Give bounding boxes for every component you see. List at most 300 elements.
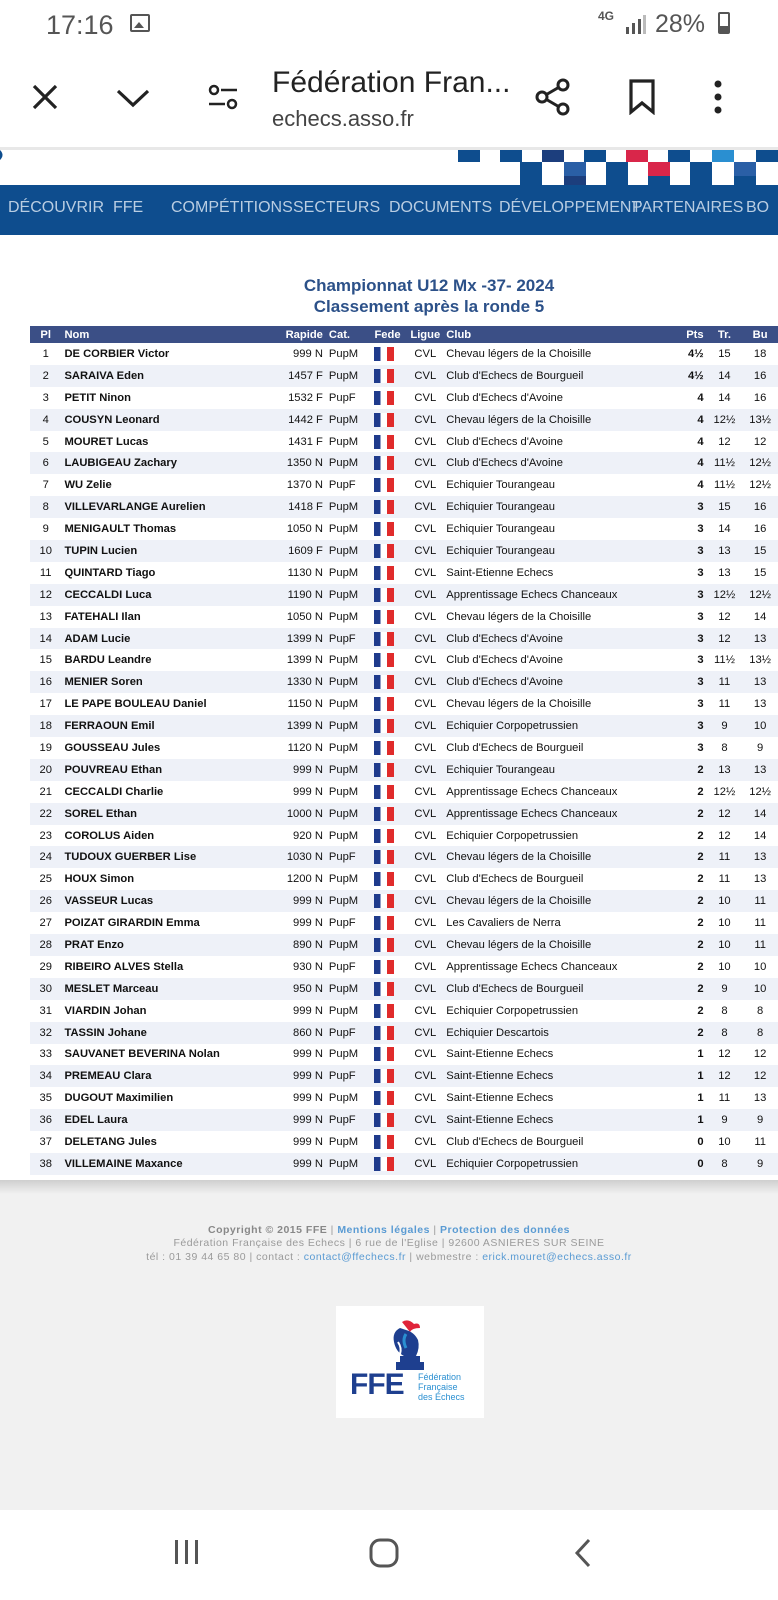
cell-club: Chevau légers de la Choisille xyxy=(446,698,592,711)
cell-category: PupF xyxy=(326,846,372,868)
cell-place: 7 xyxy=(42,479,49,492)
cell-tiebreak-bu: 12½ xyxy=(742,452,778,474)
mentions-link[interactable]: Mentions légales xyxy=(337,1224,430,1236)
header-club[interactable]: Club xyxy=(443,326,679,343)
cell-tiebreak-bu: 11 xyxy=(742,934,778,956)
footer-separator: | xyxy=(327,1224,338,1236)
cell-place: 27 xyxy=(39,917,52,930)
cell-name[interactable]: TUDOUX GUERBER Lise xyxy=(61,846,265,868)
cell-place: 34 xyxy=(30,1065,61,1087)
cell-rating: 1609 F xyxy=(266,540,326,562)
cell-name[interactable]: COROLUS Aiden xyxy=(64,829,155,842)
cell-tiebreak-tr: 11½ xyxy=(713,479,735,492)
cell-tiebreak-bu: 12 xyxy=(742,1065,778,1087)
cell-federation xyxy=(371,365,407,387)
cell-place: 11 xyxy=(39,566,52,579)
header-pts[interactable]: Pts xyxy=(679,326,707,343)
cell-league: CVL xyxy=(407,452,443,474)
french-flag-icon xyxy=(374,785,394,799)
cell-points: 3 xyxy=(697,610,704,623)
cell-rating: 999 N xyxy=(293,917,323,930)
cell-federation xyxy=(371,803,407,825)
cell-federation xyxy=(371,518,407,540)
cell-tiebreak-tr: 13 xyxy=(707,759,743,781)
french-flag-icon xyxy=(374,413,394,427)
cell-name[interactable]: SOREL Ethan xyxy=(61,803,265,825)
nav-partenaires[interactable]: PARTENAIRES xyxy=(632,199,744,216)
cell-name[interactable]: VILLEMAINE Maxance xyxy=(61,1153,265,1175)
cell-rating: 1399 N xyxy=(266,715,326,737)
cell-name[interactable]: PETIT Ninon xyxy=(64,391,131,404)
cell-name[interactable]: MESLET Marceau xyxy=(61,978,265,1000)
cell-club: Echiquier Tourangeau xyxy=(443,540,679,562)
cell-points: 3 xyxy=(679,628,707,650)
cell-place: 5 xyxy=(42,435,49,448)
cell-federation xyxy=(371,1000,407,1022)
nav-competitions[interactable]: COMPÉTITIONS xyxy=(171,199,293,216)
cell-name[interactable]: TUPIN Lucien xyxy=(61,540,265,562)
cell-name[interactable]: ADAM Lucie xyxy=(61,628,265,650)
french-flag-icon xyxy=(374,610,394,624)
cell-place: 9 xyxy=(42,523,49,536)
contact-email-link[interactable]: contact@ffechecs.fr xyxy=(303,1251,407,1263)
cell-name[interactable]: RIBEIRO ALVES Stella xyxy=(64,960,184,973)
cell-tiebreak-bu: 9 xyxy=(757,741,764,754)
cell-name[interactable]: SAUVANET BEVERINA Nolan xyxy=(64,1048,220,1061)
cell-federation xyxy=(371,562,407,584)
header-pl[interactable]: Pl xyxy=(30,326,61,343)
cell-club: Club d'Echecs d'Avoine xyxy=(446,654,563,667)
cell-category: PupM xyxy=(328,1048,359,1061)
french-flag-icon xyxy=(374,829,394,843)
cell-category: PupM xyxy=(326,496,372,518)
cell-name[interactable]: EDEL Laura xyxy=(61,1109,265,1131)
cell-points: 4 xyxy=(697,435,704,448)
cell-league: CVL xyxy=(414,917,437,930)
logo-sub-line2: Française xyxy=(418,1382,458,1392)
table-row xyxy=(30,1109,778,1131)
cell-federation xyxy=(371,825,407,847)
cell-federation xyxy=(371,1109,407,1131)
cell-club: Saint-Etienne Echecs xyxy=(446,566,554,579)
cell-place: 24 xyxy=(30,846,61,868)
cell-name[interactable]: TASSIN Johane xyxy=(61,1022,265,1044)
cell-rating: 1050 N xyxy=(286,610,323,623)
french-flag-icon xyxy=(374,719,394,733)
cell-points: 0 xyxy=(697,1136,704,1148)
standings-body xyxy=(30,343,778,1175)
cell-federation xyxy=(371,1044,407,1066)
cell-tiebreak-bu: 14 xyxy=(753,610,767,623)
cell-club: Chevau légers de la Choisille xyxy=(443,934,679,956)
cell-rating: 999 N xyxy=(266,1153,326,1175)
cell-name[interactable]: DUGOUT Maximilien xyxy=(64,1092,174,1105)
cell-league: CVL xyxy=(407,628,443,650)
cell-rating: 920 N xyxy=(293,829,323,842)
table-row xyxy=(30,452,778,474)
nav-documents[interactable]: DOCUMENTS xyxy=(389,199,493,216)
cell-place: 31 xyxy=(39,1004,52,1017)
cell-name[interactable]: BARDU Leandre xyxy=(64,654,152,667)
cell-rating: 1200 N xyxy=(286,873,323,886)
cell-place: 35 xyxy=(39,1092,52,1105)
cell-club: Les Cavaliers de Nerra xyxy=(446,917,561,930)
french-flag-icon xyxy=(374,1004,394,1018)
cell-tiebreak-bu: 14 xyxy=(753,829,767,842)
french-flag-icon xyxy=(374,369,394,383)
cell-name[interactable]: PRAT Enzo xyxy=(61,934,265,956)
cell-name[interactable]: HOUX Simon xyxy=(64,873,135,886)
table-row xyxy=(30,934,778,956)
cell-name[interactable]: VASSEUR Lucas xyxy=(61,890,265,912)
close-icon[interactable] xyxy=(30,82,60,112)
header-cat[interactable]: Cat. xyxy=(326,326,372,343)
cell-club: Club d'Echecs de Bourgueil xyxy=(443,978,679,1000)
cell-category: PupF xyxy=(328,917,356,930)
more-options-icon[interactable] xyxy=(713,79,723,115)
cell-federation xyxy=(371,474,407,496)
cell-category: PupM xyxy=(326,890,372,912)
system-navigation-bar xyxy=(0,1510,778,1600)
cell-category: PupF xyxy=(328,479,356,492)
cell-name[interactable]: MOURET Lucas xyxy=(64,435,149,448)
french-flag-icon xyxy=(374,478,394,492)
table-row xyxy=(30,365,778,387)
french-flag-icon xyxy=(374,697,394,711)
cell-name[interactable]: FATEHALI Ilan xyxy=(64,610,141,623)
cell-tiebreak-tr: 9 xyxy=(707,978,743,1000)
cell-name[interactable]: QUINTARD Tiago xyxy=(64,566,156,579)
cell-tiebreak-tr: 14 xyxy=(707,365,743,387)
recent-apps-icon[interactable] xyxy=(172,1538,202,1566)
french-flag-icon xyxy=(374,741,394,755)
cell-points: 4 xyxy=(697,391,704,404)
cell-club: Chevau légers de la Choisille xyxy=(446,347,592,360)
header-fede[interactable]: Fede xyxy=(371,326,407,343)
cell-rating: 1130 N xyxy=(287,566,323,579)
french-flag-icon xyxy=(374,500,394,514)
header-ligue[interactable]: Ligue xyxy=(407,326,443,343)
cell-name[interactable]: FERRAOUN Emil xyxy=(61,715,265,737)
ffe-logo[interactable] xyxy=(336,1306,484,1418)
cell-tiebreak-bu: 11 xyxy=(754,1136,766,1148)
cell-club: Echiquier Corpopetrussien xyxy=(446,1004,579,1017)
cell-points: 4 xyxy=(679,452,707,474)
cell-rating: 1350 N xyxy=(266,452,326,474)
cell-place: 6 xyxy=(30,452,61,474)
cell-tiebreak-tr: 10 xyxy=(718,960,731,973)
cell-place: 3 xyxy=(42,391,49,404)
cell-place: 32 xyxy=(30,1022,61,1044)
cell-name[interactable]: PREMEAU Clara xyxy=(61,1065,265,1087)
logo-subtitle xyxy=(418,1372,465,1402)
cell-league: CVL xyxy=(407,1153,443,1175)
table-row xyxy=(30,1131,778,1153)
cell-league: CVL xyxy=(407,365,443,387)
header-nom[interactable]: Nom xyxy=(61,326,265,343)
cell-points: 2 xyxy=(679,934,707,956)
table-row xyxy=(30,562,778,584)
cell-place: 22 xyxy=(30,803,61,825)
cell-club: Echiquier Tourangeau xyxy=(446,479,555,492)
cell-rating: 1399 N xyxy=(286,654,323,667)
cell-federation xyxy=(371,1153,407,1175)
footer-shadow xyxy=(0,1180,778,1194)
chevron-down-icon[interactable] xyxy=(115,87,151,109)
cell-name[interactable]: DE CORBIER Victor xyxy=(64,347,170,360)
cell-club: Club d'Echecs de Bourgueil xyxy=(443,365,679,387)
nav-boutique[interactable]: BO xyxy=(746,199,770,216)
cell-tiebreak-bu: 13 xyxy=(753,1092,767,1105)
cell-category: PupM xyxy=(328,741,359,754)
cell-category: PupM xyxy=(326,715,372,737)
cell-points: 1 xyxy=(679,1065,707,1087)
table-row xyxy=(30,846,778,868)
cell-tiebreak-tr: 14 xyxy=(718,391,731,404)
cell-tiebreak-tr: 11 xyxy=(707,846,743,868)
table-row xyxy=(30,606,778,628)
protection-link[interactable]: Protection des données xyxy=(439,1224,571,1236)
cell-points: 1 xyxy=(697,1092,704,1105)
cell-rating: 1330 N xyxy=(266,671,326,693)
table-row xyxy=(30,496,778,518)
french-flag-icon xyxy=(374,456,394,470)
cell-category: PupM xyxy=(328,1004,359,1017)
cell-tiebreak-bu: 15 xyxy=(753,566,767,579)
cell-federation xyxy=(371,1022,407,1044)
cell-federation xyxy=(371,387,407,409)
cell-place: 18 xyxy=(30,715,61,737)
cell-league: CVL xyxy=(414,785,437,798)
cell-name[interactable]: POUVREAU Ethan xyxy=(61,759,265,781)
cell-category: PupM xyxy=(326,365,372,387)
logo-sub-line3: des Échecs xyxy=(418,1392,465,1402)
cell-points: 2 xyxy=(697,1004,704,1017)
cell-rating: 1190 N xyxy=(266,584,326,606)
cell-name[interactable]: VIARDIN Johan xyxy=(64,1004,147,1017)
cell-tiebreak-bu: 16 xyxy=(753,391,767,404)
phone-text: tél : 01 39 44 65 80 | contact : xyxy=(146,1251,304,1263)
cell-rating: 999 N xyxy=(266,1109,326,1131)
cell-rating: 1150 N xyxy=(287,698,323,711)
cell-league: CVL xyxy=(407,890,443,912)
cell-category: PupM xyxy=(328,873,359,886)
cell-tiebreak-tr: 11 xyxy=(718,873,731,886)
nav-secteurs[interactable]: SECTEURS xyxy=(293,199,381,216)
cell-place: 1 xyxy=(42,347,49,360)
cell-tiebreak-tr: 15 xyxy=(707,496,743,518)
browser-toolbar xyxy=(0,52,778,147)
nav-developpement[interactable]: DÉVELOPPEMENT xyxy=(499,199,642,216)
cell-rating: 1457 F xyxy=(266,365,326,387)
cell-place: 30 xyxy=(30,978,61,1000)
cell-league: CVL xyxy=(414,435,437,448)
cell-league: CVL xyxy=(414,654,437,667)
cell-name[interactable]: SARAIVA Eden xyxy=(61,365,265,387)
cell-federation xyxy=(371,715,407,737)
header-tr[interactable]: Tr. xyxy=(707,326,743,343)
footer-separator-2: | xyxy=(429,1224,440,1236)
logo-text: FFE xyxy=(350,1368,404,1401)
cell-club: Club d'Echecs d'Avoine xyxy=(443,628,679,650)
site-settings-icon[interactable] xyxy=(207,83,239,111)
cell-category: PupF xyxy=(326,1065,372,1087)
cell-club: Echiquier Tourangeau xyxy=(443,759,679,781)
cell-name[interactable]: VILLEVARLANGE Aurelien xyxy=(61,496,265,518)
cell-rating: 999 N xyxy=(293,347,323,360)
signal-icon xyxy=(624,14,646,34)
table-row xyxy=(30,409,778,431)
cell-name[interactable]: COUSYN Leonard xyxy=(61,409,265,431)
cell-category: PupM xyxy=(326,1153,372,1175)
cell-tiebreak-tr: 9 xyxy=(707,1109,743,1131)
table-row xyxy=(30,584,778,606)
cell-points: 4½ xyxy=(688,347,704,360)
cell-category: PupF xyxy=(326,1022,372,1044)
cell-federation xyxy=(371,540,407,562)
cell-rating: 999 N xyxy=(293,1004,323,1017)
footer-copyright-line xyxy=(0,1224,778,1236)
webmaster-email-link[interactable]: erick.mouret@echecs.asso.fr xyxy=(482,1251,632,1263)
cell-tiebreak-tr: 8 xyxy=(721,741,728,754)
cell-league: CVL xyxy=(407,584,443,606)
cell-tiebreak-bu: 10 xyxy=(742,978,778,1000)
cell-name[interactable]: DELETANG Jules xyxy=(64,1136,157,1148)
cell-tiebreak-bu: 8 xyxy=(757,1004,764,1017)
cell-place: 4 xyxy=(30,409,61,431)
cell-place: 10 xyxy=(30,540,61,562)
cell-category: PupM xyxy=(328,1136,359,1148)
cell-tiebreak-tr: 15 xyxy=(718,347,731,360)
cell-category: PupF xyxy=(326,1109,372,1131)
bookmark-icon[interactable] xyxy=(628,79,656,115)
cell-name[interactable]: CECCALDI Charlie xyxy=(64,785,164,798)
cell-category: PupM xyxy=(328,435,359,448)
cell-category: PupF xyxy=(328,960,356,973)
cell-league: CVL xyxy=(414,523,437,536)
cell-rating: 1000 N xyxy=(266,803,326,825)
cell-tiebreak-tr: 12 xyxy=(718,1048,731,1061)
cell-points: 2 xyxy=(697,917,704,930)
nav-ffe[interactable]: FFE xyxy=(113,199,144,216)
cell-category: PupF xyxy=(328,391,356,404)
cell-place: 2 xyxy=(30,365,61,387)
french-flag-icon xyxy=(374,1135,394,1149)
cell-name[interactable]: WU Zelie xyxy=(64,479,112,492)
cell-points: 2 xyxy=(679,759,707,781)
cell-tiebreak-tr: 12 xyxy=(718,829,731,842)
cell-points: 2 xyxy=(697,873,704,886)
cell-club: Apprentissage Echecs Chanceaux xyxy=(443,803,679,825)
cell-place: 36 xyxy=(30,1109,61,1131)
cell-points: 2 xyxy=(679,1022,707,1044)
url-text[interactable]: echecs.asso.fr xyxy=(272,106,414,131)
cell-federation xyxy=(371,1087,407,1109)
cell-rating: 999 N xyxy=(293,1092,323,1105)
table-row xyxy=(30,803,778,825)
table-row xyxy=(30,628,778,650)
french-flag-icon xyxy=(374,653,394,667)
cell-tiebreak-tr: 12 xyxy=(718,435,731,448)
cell-league: CVL xyxy=(414,479,437,492)
table-row xyxy=(30,1044,778,1066)
cell-club: Chevau légers de la Choisille xyxy=(443,409,679,431)
cell-federation xyxy=(371,671,407,693)
share-icon[interactable] xyxy=(534,77,572,117)
cell-rating: 999 N xyxy=(266,759,326,781)
status-bar xyxy=(0,0,778,52)
nav-decouvrir[interactable]: DÉCOUVRIR xyxy=(8,199,105,216)
french-flag-icon xyxy=(374,982,394,996)
cell-place: 16 xyxy=(30,671,61,693)
cell-rating: 1442 F xyxy=(266,409,326,431)
cell-federation xyxy=(371,781,407,803)
table-row xyxy=(30,518,778,540)
checkered-pattern xyxy=(0,150,778,188)
cell-category: PupM xyxy=(328,654,359,667)
table-row xyxy=(30,649,778,671)
cell-league: CVL xyxy=(414,873,437,886)
cell-place: 38 xyxy=(30,1153,61,1175)
header-banner xyxy=(0,147,778,188)
cell-tiebreak-bu: 13 xyxy=(742,628,778,650)
cell-points: 2 xyxy=(679,846,707,868)
cell-category: PupM xyxy=(326,803,372,825)
cell-name[interactable]: LAUBIGEAU Zachary xyxy=(61,452,265,474)
french-flag-icon xyxy=(374,938,394,952)
cell-league: CVL xyxy=(414,610,437,623)
cell-name[interactable]: CECCALDI Luca xyxy=(61,584,265,606)
cell-tiebreak-bu: 12½ xyxy=(742,584,778,606)
cell-place: 17 xyxy=(39,698,52,711)
cell-place: 33 xyxy=(39,1048,52,1061)
main-navigation xyxy=(0,185,778,235)
cell-club: Club d'Echecs d'Avoine xyxy=(446,435,563,448)
header-rapide[interactable]: Rapide xyxy=(266,326,326,343)
cell-tiebreak-bu: 9 xyxy=(742,1153,778,1175)
cell-club: Club d'Echecs de Bourgueil xyxy=(446,741,584,754)
cell-tiebreak-bu: 16 xyxy=(742,365,778,387)
cell-place: 12 xyxy=(30,584,61,606)
cell-league: CVL xyxy=(407,1065,443,1087)
header-bu[interactable]: Bu xyxy=(742,326,778,343)
cell-name[interactable]: POIZAT GIRARDIN Emma xyxy=(64,917,200,930)
cell-points: 3 xyxy=(679,496,707,518)
cell-tiebreak-tr: 10 xyxy=(707,934,743,956)
cell-federation xyxy=(371,846,407,868)
cell-name[interactable]: MENIER Soren xyxy=(61,671,265,693)
cell-club: Apprentissage Echecs Chanceaux xyxy=(446,785,618,798)
back-icon[interactable] xyxy=(572,1537,594,1569)
cell-category: PupM xyxy=(328,347,359,360)
cell-club: Apprentissage Echecs Chanceaux xyxy=(443,584,679,606)
french-flag-icon xyxy=(374,588,394,602)
cell-points: 3 xyxy=(679,715,707,737)
battery-level: 28% xyxy=(655,10,706,38)
cell-name[interactable]: GOUSSEAU Jules xyxy=(64,741,161,754)
cell-federation xyxy=(371,978,407,1000)
home-icon[interactable] xyxy=(368,1537,400,1569)
cell-rating: 999 N xyxy=(293,1136,323,1148)
cell-name[interactable]: MENIGAULT Thomas xyxy=(64,523,177,536)
cell-category: PupM xyxy=(328,1092,359,1105)
cell-place: 29 xyxy=(39,960,52,973)
french-flag-icon xyxy=(374,1113,394,1127)
table-row xyxy=(30,737,778,759)
cell-points: 2 xyxy=(679,978,707,1000)
cell-points: 4½ xyxy=(679,365,707,387)
cell-name[interactable]: LE PAPE BOULEAU Daniel xyxy=(64,698,207,711)
